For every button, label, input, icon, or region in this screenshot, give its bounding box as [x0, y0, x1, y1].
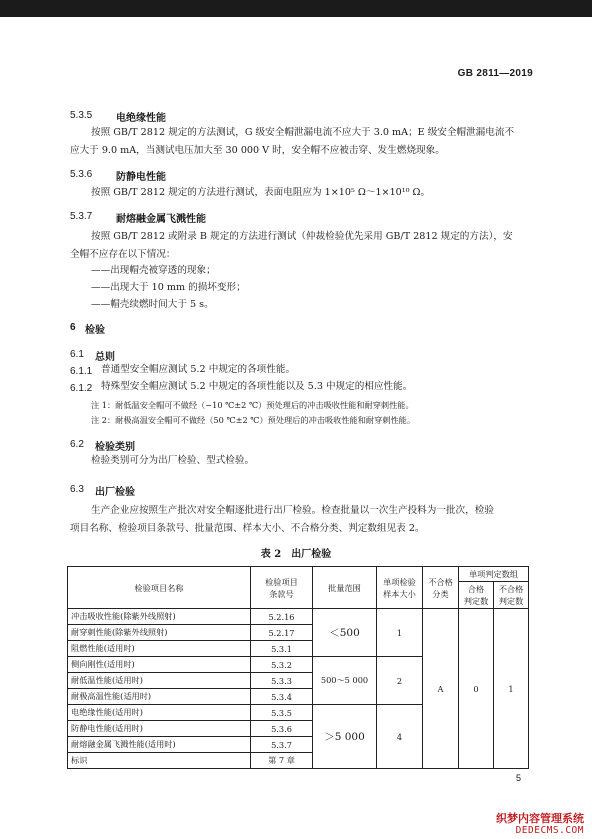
section-title-61: 总则 [95, 352, 115, 363]
paragraph-63-line2: 项目名称、检验项目条款号、批量范围、样本大小、不合格分类、判定数组见表 2。 [70, 523, 425, 534]
list-item: ——帽壳续燃时间大于 5 s。 [91, 299, 214, 310]
cell-batch-range: ＞5 000 [313, 705, 377, 769]
section-number-537: 5.3.7 [70, 211, 93, 222]
header-batch: 批量范围 [313, 567, 377, 609]
paragraph-535-line1: 按照 GB/T 2812 规定的方法测试，G 级安全帽泄漏电流不应大于 3.0 mA；E 级安全帽泄漏电流不 [91, 127, 515, 138]
note-2: 注 2：耐极高温安全帽可不做经（50 ℃±2 ℃）预处理后的冲击吸收性能和耐穿刺性能。 [91, 415, 416, 425]
cell-clause: 5.3.2 [251, 657, 313, 673]
header-accept: 合格 判定数 [459, 582, 494, 609]
section-title-62: 检验类别 [95, 442, 135, 453]
cell-item-name: 耐穿刺性能(除紫外线照射) [68, 625, 251, 641]
chapter-title-6: 检验 [85, 325, 105, 336]
cell-clause: 5.2.17 [251, 625, 313, 641]
cell-clause: 5.3.3 [251, 673, 313, 689]
cell-item-name: 侧向刚性(适用时) [68, 657, 251, 673]
section-number-63: 6.3 [70, 484, 84, 495]
cell-accept-number: 0 [459, 609, 494, 769]
cell-batch-range: 500～5 000 [313, 657, 377, 705]
section-number-536: 5.3.6 [70, 169, 93, 180]
paragraph-536: 按照 GB/T 2812 规定的方法进行测试，表面电阻应为 1×10⁵ Ω～1×10¹⁰ Ω。 [91, 187, 431, 198]
standard-code: GB 2811—2019 [457, 68, 533, 79]
cell-clause: 第 7 章 [251, 753, 313, 769]
cell-item-name: 防静电性能(适用时) [68, 721, 251, 737]
table-header-row [68, 567, 529, 582]
section-number-535: 5.3.5 [70, 110, 93, 121]
table-caption: 表 2 出厂检验 [260, 549, 332, 560]
section-number-62: 6.2 [70, 439, 84, 450]
cell-clause: 5.3.7 [251, 737, 313, 753]
header-item-name: 检验项目名称 [68, 567, 251, 609]
paragraph-537-line2: 全帽不应存在以下情况： [70, 249, 176, 260]
chapter-number-6: 6 [70, 322, 76, 333]
cell-reject-number: 1 [494, 609, 529, 769]
clause-number-612: 6.1.2 [70, 383, 93, 394]
header-sample: 单项检验 样本大小 [377, 567, 423, 609]
section-title-537: 耐熔融金属飞溅性能 [116, 214, 206, 225]
section-title-536: 防静电性能 [116, 172, 166, 183]
cell-clause: 5.2.16 [251, 609, 313, 625]
section-number-61: 6.1 [70, 349, 84, 360]
paragraph-535-line2: 应大于 9.0 mA，当测试电压加大至 30 000 V 时，安全帽不应被击穿、发生燃烧现象。 [70, 145, 445, 156]
header-nc-class: 不合格 分类 [423, 567, 459, 609]
header-judge-group: 单项判定数组 [459, 567, 529, 582]
cell-item-name: 阻燃性能(适用时) [68, 641, 251, 657]
cell-item-name: 耐低温性能(适用时) [68, 673, 251, 689]
cell-item-name: 冲击吸收性能(除紫外线照射) [68, 609, 251, 625]
header-reject: 不合格 判定数 [494, 582, 529, 609]
header-clause: 检验项目 条款号 [251, 567, 313, 609]
cell-sample-size: 4 [377, 705, 423, 769]
list-item: ——出现帽壳被穿透的现象； [91, 265, 216, 276]
cell-clause: 5.3.4 [251, 689, 313, 705]
clause-number-611: 6.1.1 [70, 366, 93, 377]
watermark-text: 织梦内容管理系统 [496, 812, 584, 825]
clause-text-612: 特殊型安全帽应测试 5.2 中规定的各项性能以及 5.3 中规定的相应性能。 [101, 381, 413, 392]
cell-clause: 5.3.6 [251, 721, 313, 737]
top-border-bar [0, 0, 592, 17]
paragraph-537-line1: 按照 GB/T 2812 或附录 B 规定的方法进行测试（仲裁检验优先采用 GB/T 2812 规定的方法），安 [91, 231, 513, 242]
cell-batch-range: ＜500 [313, 609, 377, 657]
cell-clause: 5.3.5 [251, 705, 313, 721]
cell-item-name: 标识 [68, 753, 251, 769]
table-row [68, 609, 529, 625]
cell-item-name: 耐熔融金属飞溅性能(适用时) [68, 737, 251, 753]
cell-item-name: 电绝缘性能(适用时) [68, 705, 251, 721]
cell-sample-size: 2 [377, 657, 423, 705]
cell-nc-class: A [423, 609, 459, 769]
note-1: 注 1：耐低温安全帽可不做经（−10 ℃±2 ℃）预处理后的冲击吸收性能和耐穿刺性能。 [91, 400, 414, 410]
section-title-63: 出厂检验 [95, 487, 135, 498]
cell-sample-size: 1 [377, 609, 423, 657]
cell-clause: 5.3.1 [251, 641, 313, 657]
list-item: ——出现大于 10 mm 的损坏变形； [91, 282, 246, 293]
cell-item-name: 耐极高温性能(适用时) [68, 689, 251, 705]
paragraph-63-line1: 生产企业应按照生产批次对安全帽逐批进行出厂检验。检查批量以一次生产投料为一批次，检验 [91, 505, 494, 516]
section-title-535: 电绝缘性能 [116, 113, 166, 124]
page-number: 5 [515, 773, 521, 783]
watermark-url: DEDECMS.COM [515, 825, 584, 836]
clause-text-611: 普通型安全帽应测试 5.2 中规定的各项性能。 [101, 364, 296, 375]
paragraph-62: 检验类别可分为出厂检验、型式检验。 [91, 455, 255, 466]
inspection-table [67, 566, 529, 769]
